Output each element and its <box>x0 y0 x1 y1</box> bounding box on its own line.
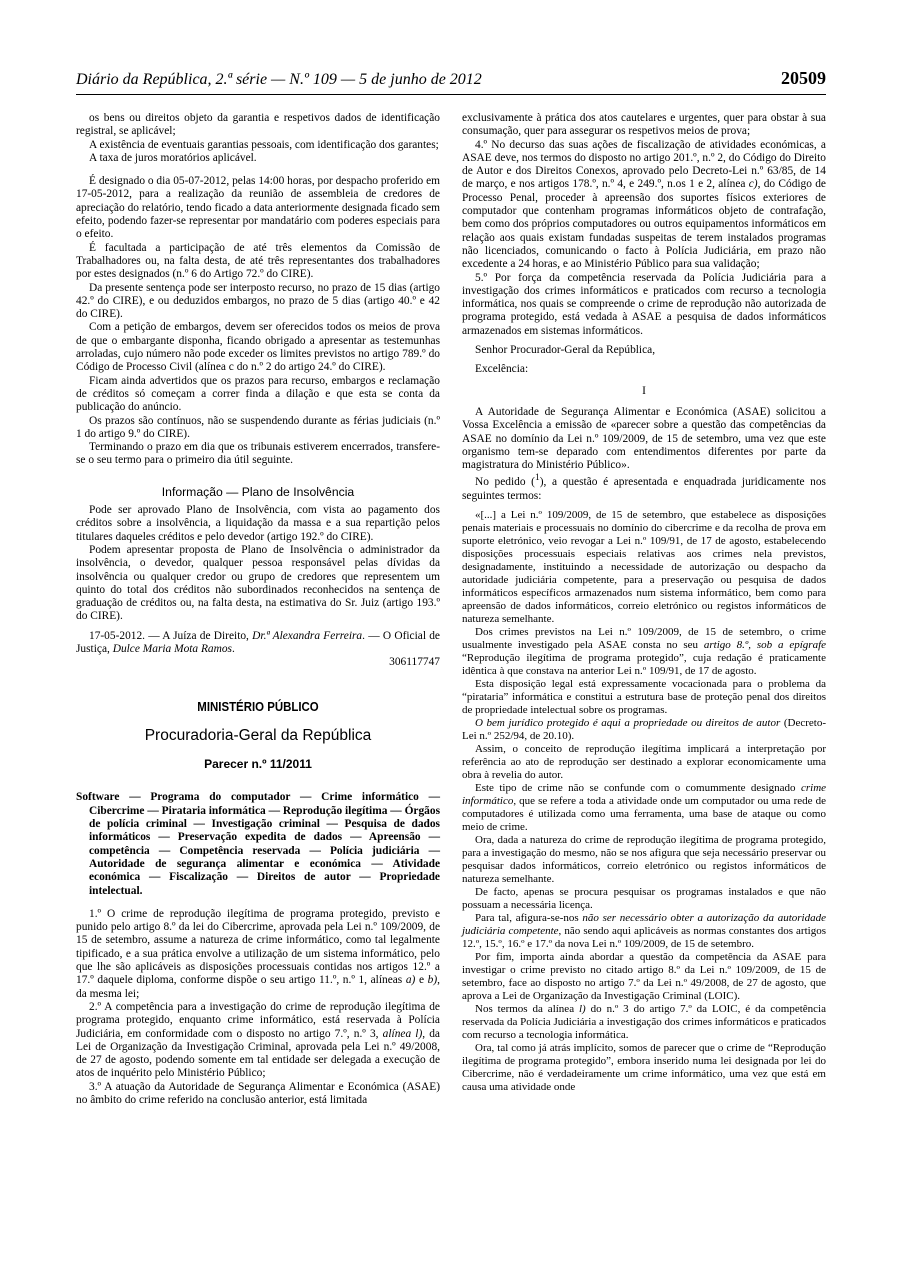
quote-paragraph: Assim, o conceito de reprodução ilegítima implicará a interpretação por referência ao ato de reprodução ser destinado a explorar economicamente uma obra à revelia do autor. <box>462 742 826 781</box>
salutation: Senhor Procurador-Geral da República, <box>475 344 656 357</box>
paragraph: Da presente sentença pode ser interposto recurso, no prazo de 15 dias (artigo 42.º do CIRE), e ou deduzidos embargos, no prazo de 5 dias (artigo 40.º e 42 do CIRE). <box>76 281 440 321</box>
page-number: 20509 <box>781 68 826 88</box>
quote-paragraph: O bem jurídico protegido é aqui a propriedade ou direitos de autor (Decreto-Lei n.º 252/94, de 20.10). <box>462 716 826 742</box>
paragraph: É facultada a participação de até três elementos da Comissão de Trabalhadores ou, na falta desta, de até três representantes dos trabalhadores por estes designados (n.º 6 do Artigo 72.º do CIRE). <box>76 241 440 281</box>
paragraph: A existência de eventuais garantias pessoais, com identificação dos garantes; <box>89 138 439 151</box>
quote-paragraph: Dos crimes previstos na Lei n.º 109/2009, de 15 de setembro, o crime usualmente investigado pela ASAE consta no seu artigo 8.º, sob a epígrafe “Reprodução ilegítima de programa protegido”, cuja redação é praticamente idêntica à que constava na anterior Lei n.º 109/91, de 17 de agosto. <box>462 625 827 677</box>
salutation: Excelência: <box>475 363 529 376</box>
paragraph: Os prazos são contínuos, não se suspendendo durante as férias judiciais (n.º 1 do artigo 9.º do CIRE). <box>76 414 440 440</box>
keywords-summary: Software — Programa do computador — Crime informático — Cibercrime — Pirataria informática — Reprodução ilegítima — Órgãos de polícia criminal — Investigação criminal — Pesquisa de dados informáticos — Preservação expedita de dados — Apreensão — competência — Competência reservada — Polícia judiciária — Autoridade de segurança alimentar e económica — Atividade económica — Fiscalização — Direitos de autor — Propriedade intelectual. <box>76 791 440 897</box>
ministry-heading: MINISTÉRIO PÚBLICO <box>197 698 319 714</box>
section-title: Informação — Plano de Insolvência <box>161 484 355 499</box>
officer-name: Dulce Maria Mota Ramos <box>112 642 232 655</box>
quotation <box>462 509 826 1094</box>
left-column <box>76 112 440 1107</box>
paragraph: É designado o dia 05-07-2012, pelas 14:00 horas, por despacho proferido em 17-05-2012, para a realização da reunião de assembleia de credores de apreciação do relatório, tendo ficado a data anteriormente designada ficado sem efeito, podendo fazer-se representar por mandatário com poderes especiais para o efeito. <box>76 175 440 241</box>
quote-paragraph: De facto, apenas se procura pesquisar os programas instalados e que não possuam a necessária licença. <box>462 885 826 911</box>
signature-line: 17-05-2012. — A Juíza de Direito, Dr.ª Alexandra Ferreira. — O Oficial de Justiça, Dulce Maria Mota Ramos. <box>76 629 440 655</box>
quote-paragraph: Esta disposição legal está expressamente vocacionada para o problema da “pirataria” informática e constitui a estrutura base de proteção penal dos direitos de propriedade intelectual sobre os programas. <box>462 677 826 716</box>
opinion-number: Parecer n.º 11/2011 <box>204 757 312 772</box>
section-roman-numeral: I <box>642 384 646 397</box>
conclusion-2: 2.º A competência para a investigação do crime de reprodução ilegítima de programa protegido, enquanto crime informático, está reservada à Polícia Judiciária, em conformidade com o disposto no artigo 7.º, n.º 3, alínea l), da Lei de Organização da Investigação Criminal, aprovada pela Lei n.º 49/2008, de 27 de agosto, podendo somente em tal entidade ser delegada a execução de atos de inquérito pelo Ministério Público; <box>76 1000 440 1080</box>
quote-paragraph: Nos termos da alínea l) do n.º 3 do artigo 7.º da LOIC, é da competência reservada da Polícia Judiciária a investigação dos crimes informáticos e praticados com recurso a tecnologia informática. <box>462 1002 826 1041</box>
conclusion-3: 3.º A atuação da Autoridade de Segurança Alimentar e Económica (ASAE) no âmbito do crime referido na conclusão anterior, está limitada <box>76 1080 440 1106</box>
paragraph: exclusivamente à prática dos atos cautelares e urgentes, quer para obstar à sua consumação, quer para assegurar os respetivos meios de prova; <box>462 112 826 138</box>
quote-paragraph: Por fim, importa ainda abordar a questão da competência da ASAE para investigar o crime previsto no citado artigo 8.º da Lei n.º 109/2009, de 15 de setembro, face ao disposto no artigo 7.º da Lei n.º 49/2008, de 27 de agosto, que aprova a Lei de Organização da Investigação Criminal (LOIC). <box>462 950 826 1002</box>
organization-heading: Procuradoria-Geral da República <box>144 726 372 744</box>
page-header <box>76 68 826 95</box>
right-column <box>462 112 826 1094</box>
quote-paragraph: «[...] a Lei n.º 109/2009, de 15 de setembro, que estabelece as disposições penais materiais e processuais no domínio do cibercrime e da recolha de prova em suporte eletrónico, veio revogar a Lei n.º 109/91, de 17 de agosto, estabelecendo disposições processuais especiais relativas aos crimes nela previstos, designadamente, instituindo a necessidade de autorização ou despacho da autoridade judiciária competente, para a preservação ou pesquisa de dados informáticos específicos armazenados num sistema informático, bem como para apreensão de dados informáticos, correio eletrónico ou registos informáticos de natureza semelhante. <box>462 508 826 625</box>
paragraph: Terminando o prazo em dia que os tribunais estiverem encerrados, transfere-se o seu termo para o primeiro dia útil seguinte. <box>76 441 440 467</box>
conclusion-5: 5.º Por força da competência reservada da Polícia Judiciária para a investigação dos crimes informáticos e praticados com recurso a tecnologia informática, nos quais se compreende o crime de reprodução não autorizada de programa protegido, está vedada à ASAE a pesquisa de dados informáticos armazenados em sistemas informáticos. <box>462 271 826 337</box>
footnote-ref: 1 <box>534 473 540 484</box>
conclusion-1: 1.º O crime de reprodução ilegítima de programa protegido, previsto e punido pelo artigo 8.º da lei do Cibercrime, aprovada pela Lei n.º 109/2009, de 15 de setembro, assume a natureza de crime informático, como tal legalmente tipificado, e a sua prática envolve a utilização de um sistema informático, pelo que lhe são aplicáveis as disposições processuais contidas nos artigos 12.º a 17.º daquele diploma, conforme dispõe o seu artigo 11.º, n.º 1, alíneas a) e b), da mesma lei; <box>76 907 440 1000</box>
paragraph: Pode ser aprovado Plano de Insolvência, com vista ao pagamento dos créditos sobre a insolvência, a liquidação da massa e a sua repartição pelos titulares daqueles créditos e pelo devedor (artigo 192.º do CIRE). <box>76 504 440 543</box>
paragraph: No pedido ($^1$), a questão é apresentada e enquadrada juridicamente nos seguintes termos: <box>462 473 826 502</box>
paragraph: A Autoridade de Segurança Alimentar e Económica (ASAE) solicitou a Vossa Excelência a emissão de «parecer sobre a questão das competências da ASAE no domínio da Lei n.º 109/2009, de 15 de setembro, uma vez que este organismo tem-se deparado com entendimentos diferentes por parte da magistratura do Ministério Público». <box>462 405 826 472</box>
quote-paragraph: Ora, dada a natureza do crime de reprodução ilegítima de programa protegido, para a investigação do mesmo, não se nos afigura que seja necessário preservar ou pesquisar dados informáticos, correio eletrónico ou registos informáticos de natureza semelhante. <box>462 833 826 885</box>
paragraph: Com a petição de embargos, devem ser oferecidos todos os meios de prova de que o embargante disponha, ficando obrigado a apresentar as testemunhas arroladas, cujo número não pode exceder os limites previstos no artigo 789.º do Código de Processo Civil (alínea c do n.º 2 do artigo 24.º do CIRE). <box>76 321 440 374</box>
paragraph: os bens ou direitos objeto da garantia e respetivos dados de identificação registral, se aplicável; <box>76 112 440 138</box>
conclusion-4: 4.º No decurso das suas ações de fiscalização de atividades económicas, a ASAE deve, nos termos do disposto no artigo 201.º, n.º 2, do Código do Direito de Autor e dos Direitos Conexos, aprovado pelo Decreto-Lei n.º 63/85, de 14 de março, e nos artigos 178.º, n.º 4, e 249.º, n.os 1 e 2, alínea c), do Código de Processo Penal, proceder à apreensão dos suportes físicos exteriores de computador que contenham programas informáticos objeto de contrafação, bem como dos próprios computadores ou outros equipamentos informáticos em relação aos quais existam fundadas suspeitas de terem instalados programas não licenciados, comunicando o facto à Polícia Judiciária, em prazo não excedente a 24 horas, e ao Ministério Público para sua validação; <box>462 138 826 271</box>
reference-number: 306117747 <box>389 656 440 669</box>
paragraph: Ficam ainda advertidos que os prazos para recurso, embargos e reclamação de créditos só começam a correr finda a dilação e que esta se conta da publicação do anúncio. <box>76 374 440 414</box>
paragraph: A taxa de juros moratórios aplicável. <box>89 151 257 164</box>
quote-paragraph: Ora, tal como já atrás implícito, somos de parecer que o crime de “Reprodução ilegítima de programa protegido”, embora inserido numa lei designada por lei do Cibercrime, não é verdadeiramente um crime informático, uma vez que está em causa uma atividade onde <box>462 1041 826 1093</box>
paragraph: Podem apresentar proposta de Plano de Insolvência o administrador da insolvência, o devedor, qualquer pessoa responsável pelas dívidas da insolvência ou qualquer credor ou grupo de credores que representem um quinto do total dos créditos não subordinados reconhecidos na sentença de graduação de créditos ou, na falta desta, na estimativa do Sr. Juiz (artigo 193.º do CIRE). <box>76 543 440 623</box>
judge-name: Dr.ª Alexandra Ferreira <box>252 629 363 642</box>
quote-paragraph: Este tipo de crime não se confunde com o comummente designado crime informático, que se refere a toda a atividade onde um computador ou uma rede de computadores é utilizada como uma ferramenta, uma base de ataque ou como meio de crime. <box>462 781 827 833</box>
quote-paragraph: Para tal, afigura-se-nos não ser necessário obter a autorização da autoridade judiciária competente, não sendo aqui aplicáveis as normas constantes dos artigos 12.º, 15.º, 16.º e 17.º da nova Lei n.º 109/2009, de 15 de setembro. <box>462 911 826 950</box>
journal-title: Diário da República, 2.ª série — N.º 109 — 5 de junho de 2012 <box>76 71 482 88</box>
